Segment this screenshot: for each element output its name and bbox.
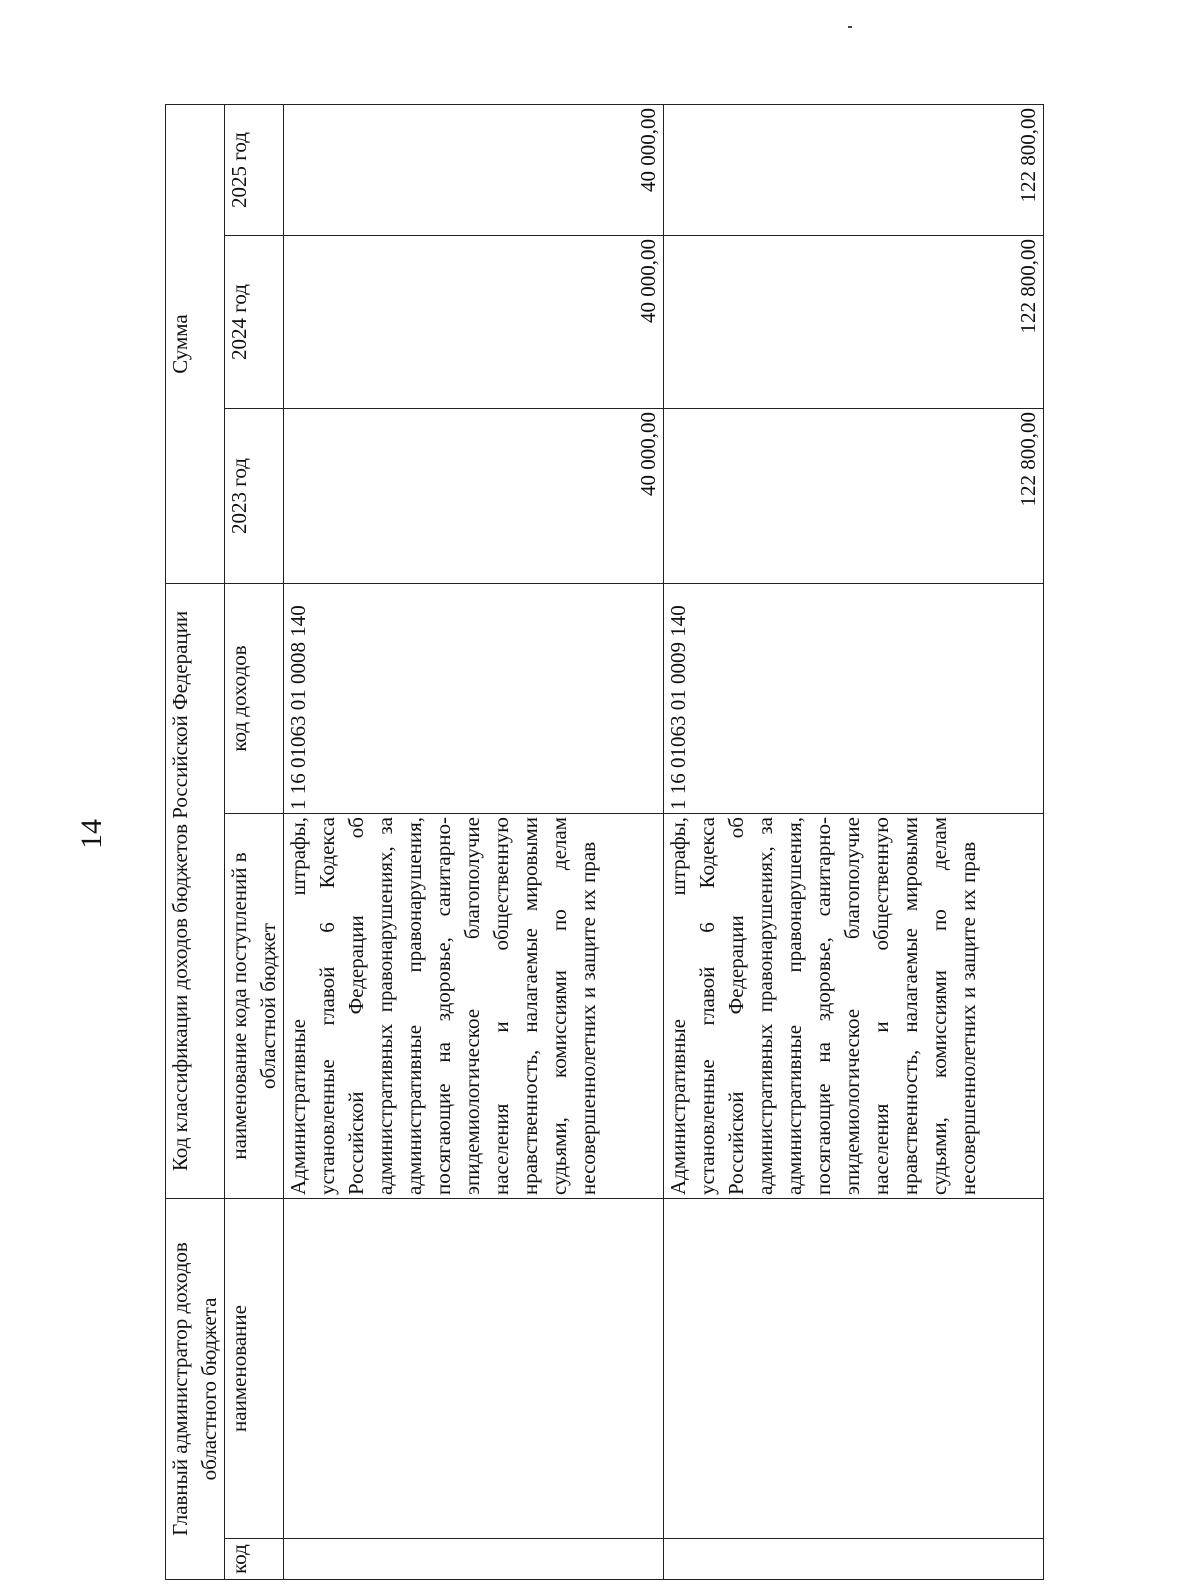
admin-code-cell	[664, 1539, 1044, 1580]
revenue-code-cell: 1 16 01063 01 0008 140	[284, 583, 664, 813]
amount-2025-cell: 40 000,00	[284, 104, 664, 235]
amount-2023-cell: 122 800,00	[664, 408, 1044, 583]
revenue-table	[165, 104, 1044, 1580]
revenue-description-cell: Административные штрафы, установленные главой 6 Кодекса Российской Федерации об административных правонарушениях, за административные правонарушения, посягающие на здоровье, санитарно-эпидемиологическое благополучие населения и общественную нравственность, налагаемые мировыми судьями, комиссиями по делам несовершеннолетних и защите их прав	[664, 814, 1044, 1199]
admin-code-header: код	[225, 1539, 284, 1580]
revenue-description-cell: Административные штрафы, установленные главой 6 Кодекса Российской Федерации об административных правонарушениях, за административные правонарушения, посягающие на здоровье, санитарно-эпидемиологическое благополучие населения и общественную нравственность, налагаемые мировыми судьями, комиссиями по делам несовершеннолетних и защите их прав	[284, 814, 664, 1199]
admin-group-header: Главный администратор доходов областного бюджета	[166, 1199, 225, 1580]
admin-name-header: наименование	[225, 1199, 284, 1539]
amount-2024-cell: 122 800,00	[664, 235, 1044, 408]
rotated-table-container	[165, 105, 1040, 1580]
admin-code-cell	[284, 1539, 664, 1580]
header-row-1	[166, 104, 225, 1579]
table-row	[664, 104, 1044, 1579]
sum-group-header: Сумма	[166, 104, 225, 583]
table-row	[284, 104, 664, 1579]
header-row-2	[225, 104, 284, 1579]
amount-2024-cell: 40 000,00	[284, 235, 664, 408]
amount-2025-cell: 122 800,00	[664, 104, 1044, 235]
revenue-name-header: наименование кода поступлений в областной бюджет	[225, 814, 284, 1199]
classification-group-header: Код классификации доходов бюджетов Российской Федерации	[166, 583, 225, 1198]
admin-name-cell	[284, 1199, 664, 1539]
page-number: 14	[75, 819, 108, 849]
year-2023-header: 2023 год	[225, 408, 284, 583]
revenue-code-header: код доходов	[225, 583, 284, 813]
scan-speck	[848, 26, 852, 28]
admin-name-cell	[664, 1199, 1044, 1539]
amount-2023-cell: 40 000,00	[284, 408, 664, 583]
revenue-code-cell: 1 16 01063 01 0009 140	[664, 583, 1044, 813]
year-2024-header: 2024 год	[225, 235, 284, 408]
year-2025-header: 2025 год	[225, 104, 284, 235]
